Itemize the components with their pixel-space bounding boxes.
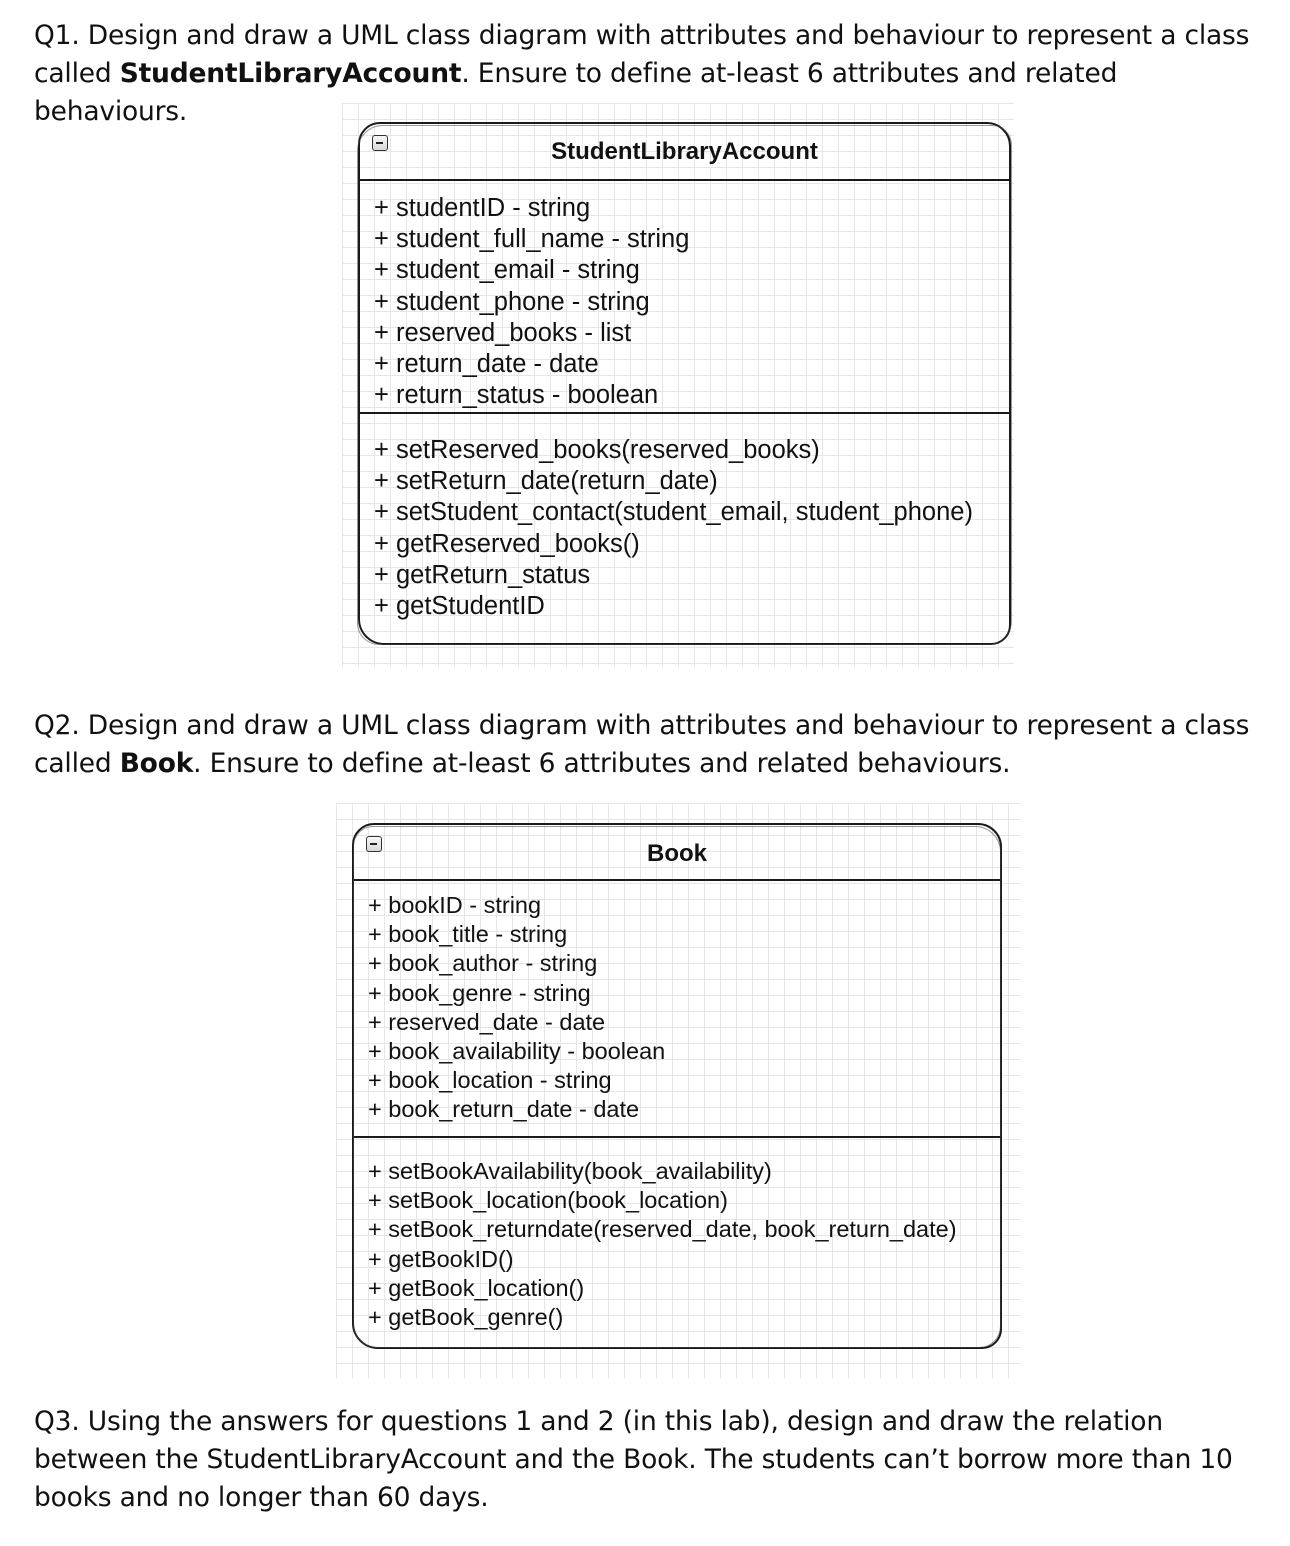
question-2-text: Q2. Design and draw a UML class diagram with attributes and behaviour to represent a class called bbox=[34, 710, 1250, 779]
uml-diagram-book bbox=[336, 803, 1020, 1378]
uml-divider-header bbox=[360, 179, 1009, 181]
uml-divider-header bbox=[354, 879, 1000, 881]
uml-method: + setBookAvailability(book_availability) bbox=[368, 1158, 772, 1184]
uml-attribute-list bbox=[368, 891, 665, 1125]
question-1-text-end: . Ensure to define at-least 6 attributes and related behaviours. bbox=[34, 58, 1118, 127]
uml-attribute: + book_author - string bbox=[368, 950, 598, 977]
question-2-class-name: Book bbox=[119, 748, 194, 779]
uml-attribute: + studentID - string bbox=[374, 194, 591, 222]
uml-method: + getStudentID bbox=[374, 592, 545, 621]
question-2-text-end: . Ensure to define at-least 6 attributes and related behaviours. bbox=[193, 748, 1011, 779]
uml-class-box bbox=[352, 823, 1002, 1349]
uml-method: + setReserved_books(reserved_books) bbox=[374, 436, 820, 464]
uml-method: + getReserved_books() bbox=[374, 529, 640, 558]
uml-class-name: Book bbox=[647, 840, 707, 867]
uml-attribute: + reserved_date - date bbox=[368, 1008, 606, 1035]
question-3 bbox=[34, 1403, 1274, 1517]
uml-method: + setReturn_date(return_date) bbox=[374, 467, 718, 496]
question-1-class-name: StudentLibraryAccount bbox=[119, 58, 462, 89]
uml-attribute: + book_availability - boolean bbox=[368, 1038, 666, 1065]
uml-attribute: + book_title - string bbox=[368, 921, 568, 948]
uml-method-list bbox=[368, 1157, 957, 1332]
uml-class-name: StudentLibraryAccount bbox=[551, 138, 818, 165]
uml-attribute: + reserved_books - list bbox=[374, 318, 632, 347]
uml-class-box bbox=[358, 122, 1011, 645]
uml-method: + getReturn_status bbox=[374, 560, 591, 589]
uml-attribute: + book_location - string bbox=[368, 1067, 612, 1094]
uml-method: + setStudent_contact(student_email, student_phone) bbox=[374, 498, 973, 527]
uml-attribute: + book_genre - string bbox=[368, 979, 591, 1006]
question-3-text: Q3. Using the answers for questions 1 and 2 (in this lab), design and draw the relation between the StudentLibraryAccount and the Book. The students can’t borrow more than 10 books and no longer than 60 days. bbox=[34, 1406, 1233, 1513]
uml-method: + getBook_genre() bbox=[368, 1304, 564, 1331]
uml-method: + getBookID() bbox=[368, 1245, 514, 1272]
question-2 bbox=[34, 707, 1274, 783]
uml-method-list bbox=[374, 435, 973, 622]
uml-method: + getBook_location() bbox=[368, 1274, 585, 1301]
uml-divider-methods bbox=[354, 1136, 1000, 1138]
uml-attribute: + bookID - string bbox=[368, 892, 542, 918]
uml-divider-methods bbox=[360, 412, 1009, 414]
uml-attribute: + book_return_date - date bbox=[368, 1096, 640, 1123]
uml-diagram-student-library-account bbox=[342, 103, 1014, 667]
uml-attribute: + student_phone - string bbox=[374, 287, 650, 316]
uml-attribute: + return_date - date bbox=[374, 350, 599, 379]
question-1-text: Q1. Design and draw a UML class diagram with attributes and behaviour to represent a class called bbox=[34, 20, 1250, 89]
uml-attribute-list bbox=[374, 193, 689, 411]
uml-attribute: + return_status - boolean bbox=[374, 381, 659, 410]
uml-method: + setBook_location(book_location) bbox=[368, 1187, 728, 1214]
uml-attribute: + student_full_name - string bbox=[374, 225, 690, 254]
uml-attribute: + student_email - string bbox=[374, 256, 640, 285]
uml-method: + setBook_returndate(reserved_date, book_return_date) bbox=[368, 1216, 957, 1243]
